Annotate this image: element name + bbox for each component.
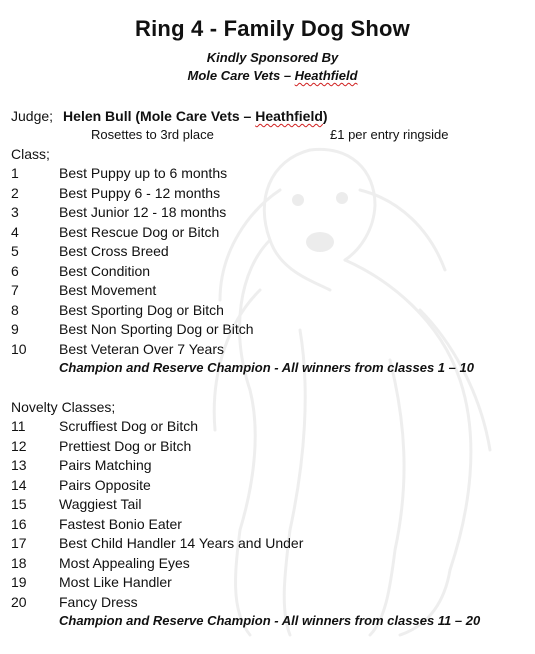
novelty-row — [11, 456, 152, 475]
class-row — [11, 340, 224, 359]
class-number: 18 — [11, 554, 27, 571]
novelty-row — [11, 515, 182, 534]
class-number: 3 — [11, 204, 19, 220]
class-name: Best Movement — [59, 282, 157, 298]
class-row — [11, 164, 227, 183]
class-row — [11, 223, 219, 242]
champion-note-1: Champion and Reserve Champion - All winners from classes 1 – 10 — [59, 360, 474, 375]
judge-name-suffix: ) — [322, 108, 328, 124]
sponsor-name: Mole Care Vets – — [187, 68, 295, 83]
rosettes-note: Rosettes to 3rd place — [91, 127, 214, 142]
class-number: 8 — [11, 301, 19, 318]
judge-name-prefix: Helen Bull (Mole Care Vets – — [63, 108, 256, 124]
class-name: Best Child Handler 14 Years and Under — [59, 535, 304, 551]
novelty-heading: Novelty Classes; — [11, 399, 116, 415]
class-name: Pairs Opposite — [59, 476, 151, 493]
class-number: 13 — [11, 457, 27, 473]
class-number: 10 — [11, 340, 27, 357]
class-number: 14 — [11, 476, 27, 493]
sponsor-place: Heathfield — [294, 68, 358, 83]
class-name: Best Non Sporting Dog or Bitch — [59, 321, 254, 337]
champion-note-2: Champion and Reserve Champion - All winners from classes 11 – 20 — [59, 613, 481, 628]
class-row — [11, 262, 150, 281]
class-row — [11, 281, 156, 300]
class-name: Best Rescue Dog or Bitch — [59, 223, 220, 240]
judge-name-place: Heathfield — [255, 108, 323, 124]
novelty-row — [11, 495, 141, 514]
class-name: Fastest Bonio Eater — [59, 515, 182, 532]
class-number: 7 — [11, 282, 19, 298]
class-name: Best Sporting Dog or Bitch — [59, 301, 224, 318]
novelty-row — [11, 437, 191, 456]
class-number: 19 — [11, 574, 27, 590]
novelty-row — [11, 593, 138, 612]
class-number: 11 — [11, 418, 26, 434]
entry-fee-note: £1 per entry ringside — [330, 127, 449, 142]
class-name: Scruffiest Dog or Bitch — [59, 418, 199, 434]
class-number: 4 — [11, 223, 19, 240]
class-name: Best Junior 12 - 18 months — [59, 204, 227, 220]
class-name: Best Puppy 6 - 12 months — [59, 184, 221, 201]
class-name: Best Veteran Over 7 Years — [59, 340, 224, 357]
class-row — [11, 242, 169, 261]
class-name: Pairs Matching — [59, 457, 152, 473]
class-number: 15 — [11, 496, 27, 512]
class-number: 9 — [11, 321, 19, 337]
class-number: 6 — [11, 262, 19, 279]
class-number: 2 — [11, 184, 19, 201]
class-number: 12 — [11, 437, 27, 454]
novelty-row — [11, 417, 198, 436]
judge-label: Judge; — [11, 108, 54, 124]
class-number: 5 — [11, 243, 19, 259]
class-name: Fancy Dress — [59, 593, 138, 610]
class-name: Most Appealing Eyes — [59, 554, 190, 571]
novelty-row — [11, 534, 303, 553]
class-name: Most Like Handler — [59, 574, 172, 590]
judge-name — [63, 108, 328, 124]
page-title: Ring 4 - Family Dog Show — [135, 16, 410, 41]
class-name: Best Puppy up to 6 months — [59, 165, 228, 181]
class-number: 17 — [11, 535, 27, 551]
class-name: Prettiest Dog or Bitch — [59, 437, 192, 454]
class-name: Waggiest Tail — [59, 496, 142, 512]
class-name: Best Condition — [59, 262, 151, 279]
class-number: 1 — [11, 165, 19, 181]
class-number: 16 — [11, 515, 27, 532]
judge-row — [11, 108, 328, 124]
classes-heading: Class; — [11, 146, 50, 162]
novelty-row — [11, 476, 151, 495]
class-row — [11, 203, 226, 222]
novelty-row — [11, 554, 190, 573]
sponsor-line-1: Kindly Sponsored By — [206, 50, 339, 65]
class-row — [11, 320, 254, 339]
class-row — [11, 301, 224, 320]
class-number: 20 — [11, 593, 27, 610]
sponsor-line-2 — [0, 68, 535, 83]
novelty-row — [11, 573, 172, 592]
class-row — [11, 184, 220, 203]
class-name: Best Cross Breed — [59, 243, 169, 259]
